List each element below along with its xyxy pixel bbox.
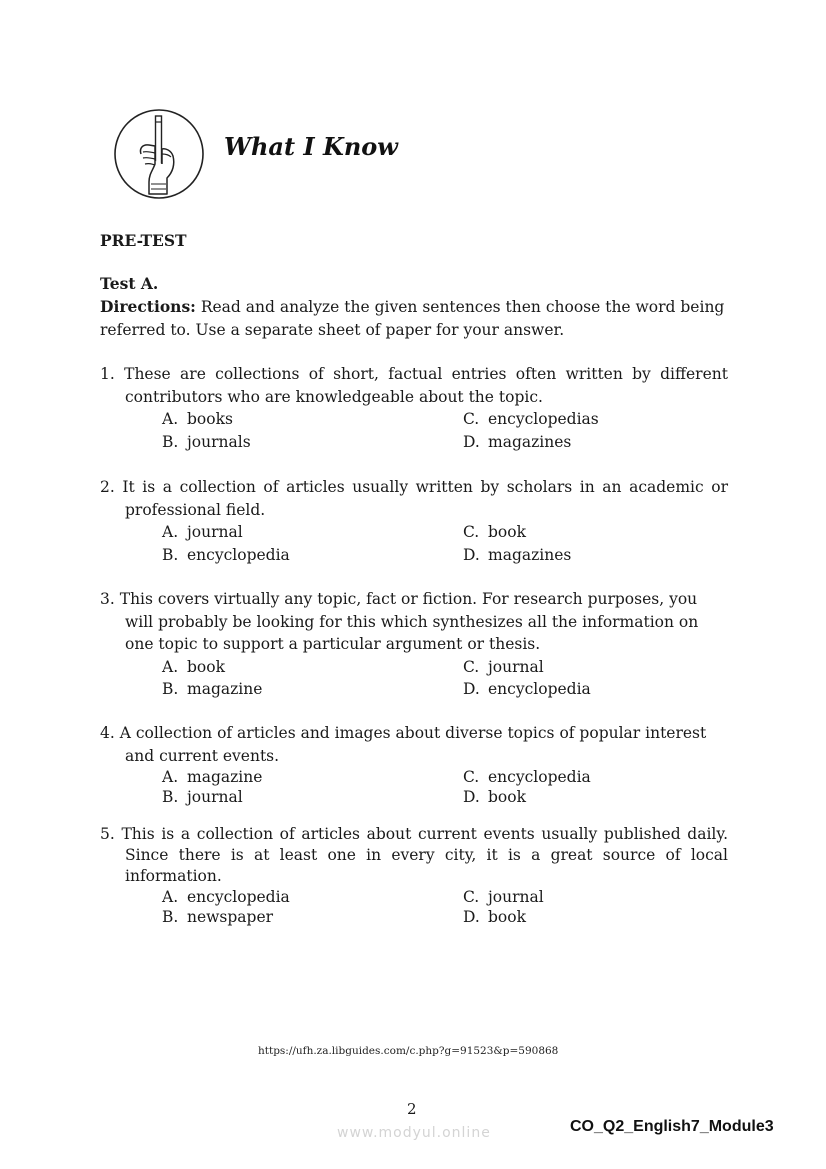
option-b[interactable]: B. newspaper — [162, 908, 274, 926]
option-d[interactable]: D. magazines — [463, 545, 572, 564]
question-stem — [100, 363, 728, 408]
option-a[interactable]: A. journal — [162, 523, 243, 541]
test-label: Test A. — [100, 274, 159, 293]
option-c[interactable]: C. encyclopedia — [463, 768, 591, 786]
question-stem — [100, 722, 728, 767]
pencil-hand-icon — [113, 108, 205, 200]
source-url[interactable]: https://ufh.za.libguides.com/c.php?g=91523&p=590868 — [258, 1045, 559, 1057]
option-c[interactable]: C. encyclopedias — [463, 410, 599, 428]
question-number: 1. — [100, 365, 115, 383]
answer-options — [162, 767, 728, 807]
page-number: 2 — [407, 1100, 417, 1118]
option-d[interactable]: D. book — [463, 788, 526, 806]
question-stem — [100, 588, 728, 656]
answer-options — [162, 408, 728, 453]
option-d[interactable]: D. encyclopedia — [463, 680, 591, 698]
option-c[interactable]: C. book — [463, 523, 526, 541]
answer-options — [162, 656, 728, 701]
section-title: What I Know — [224, 132, 398, 161]
option-a[interactable]: A. encyclopedia — [162, 888, 290, 906]
question-text: This is a collection of articles about current events usually published daily. Since there is at least one in every city, it is a great source of local information. — [121, 825, 728, 885]
option-b[interactable]: B. encyclopedia — [162, 545, 290, 564]
option-b[interactable]: B. journals — [162, 432, 251, 451]
question-stem — [100, 824, 728, 887]
answer-options — [162, 887, 728, 927]
question-text: A collection of articles and images about diverse topics of popular interest and current events. — [119, 724, 707, 765]
option-c[interactable]: C. journal — [463, 888, 544, 906]
question-text: This covers virtually any topic, fact or fiction. For research purposes, you will probably be looking for this which synthesizes all the information on one topic to support a particular argument or thesis. — [119, 590, 699, 653]
question-number: 2. — [100, 478, 115, 496]
question-number: 5. — [100, 825, 115, 843]
option-a[interactable]: A. magazine — [162, 768, 263, 786]
question-stem — [100, 476, 728, 521]
option-d[interactable]: D. magazines — [463, 432, 572, 451]
question-2 — [100, 476, 728, 566]
module-code: CO_Q2_English7_Module3 — [570, 1118, 774, 1135]
option-b[interactable]: B. magazine — [162, 680, 263, 698]
question-5 — [100, 824, 728, 927]
option-a[interactable]: A. book — [162, 657, 225, 676]
option-c[interactable]: C. journal — [463, 657, 544, 676]
question-number: 3. — [100, 590, 115, 608]
question-3 — [100, 588, 728, 701]
directions-text: Read and analyze the given sentences then choose the word being referred to. Use a separate sheet of paper for your answer. — [100, 298, 725, 339]
question-text: These are collections of short, factual entries often written by different contributors who are knowledgeable about the topic. — [124, 365, 728, 406]
question-number: 4. — [100, 724, 115, 742]
question-4 — [100, 722, 728, 807]
directions — [100, 296, 732, 341]
option-b[interactable]: B. journal — [162, 788, 243, 806]
question-text: It is a collection of articles usually written by scholars in an academic or professional field. — [122, 478, 728, 519]
option-d[interactable]: D. book — [463, 908, 526, 926]
watermark: www.modyul.online — [337, 1125, 491, 1141]
answer-options — [162, 521, 728, 566]
question-1 — [100, 363, 728, 453]
option-a[interactable]: A. books — [162, 410, 233, 428]
pretest-heading: PRE-TEST — [100, 231, 187, 250]
directions-label: Directions: — [100, 297, 196, 316]
